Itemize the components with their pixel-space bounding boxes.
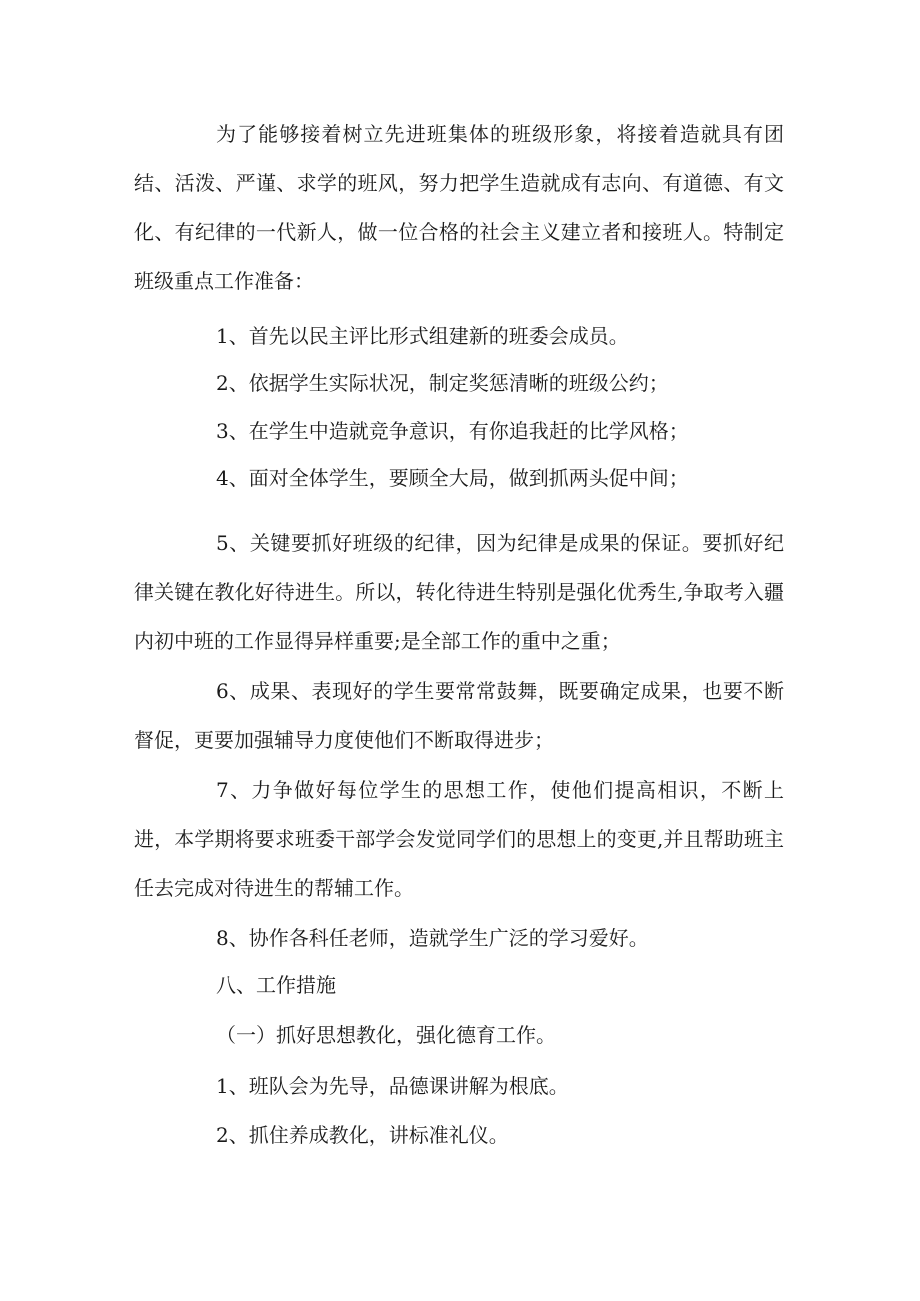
list-item: 6、成果、表现好的学生要常常鼓舞，既要确定成果，也要不断督促，更要加强辅导力度使他们不断取得进步； — [134, 679, 784, 752]
list-item: 1、首先以民主评比形式组建新的班委会成员。 — [216, 324, 629, 348]
list-item: 5、关键要抓好班级的纪律，因为纪律是成果的保证。要抓好纪律关键在教化好待进生。所以，转化待进生特别是强化优秀生,争取考入疆内初中班的工作显得异样重要;是全部工作的重中之重； — [134, 531, 784, 653]
list-item: 4、面对全体学生，要顾全大局，做到抓两头促中间； — [216, 466, 689, 490]
list-item: 3、在学生中造就竞争意识，有你追我赶的比学风格； — [216, 419, 689, 443]
measure-item: 2、抓住养成教化，讲标准礼仪。 — [216, 1123, 509, 1147]
section-title: 八、工作措施 — [216, 973, 336, 997]
list-item: 2、依据学生实际状况，制定奖惩清晰的班级公约； — [216, 371, 669, 395]
subsection-title: （一）抓好思想教化，强化德育工作。 — [216, 1023, 556, 1047]
measure-item: 1、班队会为先导，品德课讲解为根底。 — [216, 1074, 569, 1098]
list-item: 7、力争做好每位学生的思想工作，使他们提高相识，不断上进，本学期将要求班委干部学会发觉同学们的思想上的变更,并且帮助班主任去完成对待进生的帮辅工作。 — [134, 778, 784, 900]
list-item: 8、协作各科任老师，造就学生广泛的学习爱好。 — [216, 926, 649, 950]
intro-paragraph: 为了能够接着树立先进班集体的班级形象，将接着造就具有团结、活泼、严谨、求学的班风，努力把学生造就成有志向、有道德、有文化、有纪律的一代新人，做一位合格的社会主义建立者和接班人。特制定班级重点工作准备： — [134, 122, 784, 293]
